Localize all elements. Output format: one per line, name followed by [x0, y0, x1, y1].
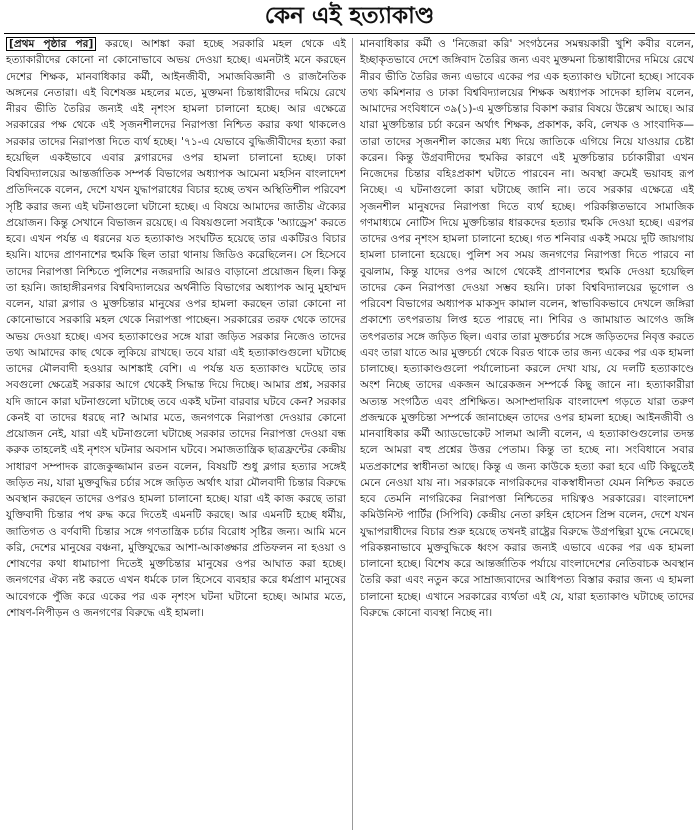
right-column-body: মানবাধিকার কর্মী ও 'নিজেরা করি' সংগঠনের সমন্বয়কারী খুশি কবীর বলেন, ইচ্ছাকৃতভাবে দেশে জঙ্গিবাদ তৈরির জন্য এবং মুক্তমনা চিন্তাধারীদের দমিয়ে রেখে নীরব ভীতি তৈরির জন্য এভাবে একের পর এক হত্যাকাণ্ড ঘটানো হচ্ছে। সাবেক তথ্য কমিশনার ও ঢাকা বিশ্ববিদ্যালয়ের শিক্ষক অধ্যাপক সাদেকা হালিম বলেন, আমাদের সংবিধানে ৩৯(১)-এ মুক্তচিন্তার বিকাশ করার বিষয়ে উল্লেখ আছে। আর যারা মুক্তচিন্তার চর্চা করেন অর্থাৎ শিক্ষক, প্রকাশক, কবি, লেখক ও সাংবাদিক— তারা তাদের সৃজনশীল কাজের মধ্য দিয়ে জাতিকে এগিয়ে নিয়ে যাওয়ার চেষ্টা করেন। কিন্তু উগ্রবাদীদের হুমকির কারণে এই মুক্তচিন্তার চর্চাকারীরা এখন নিজেদের চিন্তার বহিঃপ্রকাশ ঘটাতে পারবেন না। অবস্থা ক্রমেই ভয়াবহ রূপ নিচ্ছে। এ ঘটনাগুলো কারা ঘটাচ্ছে জানি না। তবে সরকার এক্ষেত্রে এই সৃজনশীল মানুষদের নিরাপত্তা দিতে ব্যর্থ হচ্ছে। পরিকল্পিতভাবে সামাজিক গণমাধ্যমে নোটিস দিয়ে মুক্তচিন্তার ধারকদের হত্যার হুমকি দেওয়া হচ্ছে। এরপর তাদের ওপর নৃশংস হামলা চালানো হচ্ছে। গত শনিবার একই সময়ে দুটি জায়গায় হামলা চালানো হয়েছে। পুলিশ সব সময় জনগণের নিরাপত্তা দিতে পারবে না বুঝলাম, কিন্তু যাদের ওপর আগে থেকেই প্রাণনাশের হুমকি দেওয়া হয়েছিল তাদের কেন নিরাপত্তা দেওয়া সম্ভব হয়নি। ঢাকা বিশ্ববিদ্যালয়ের ভূগোল ও পরিবেশ বিভাগের অধ্যাপক মাকসুদ কামাল বলেন, স্বাভাবিকভাবে দেখলে জঙ্গিরা প্রকাশ্যে তৎপরতায় লিপ্ত হতে পারছে না। শিবির ও জামায়াত আগেও জঙ্গি তৎপরতার সঙ্গে জড়িত ছিল। এবার তারা মুক্তচর্চার সঙ্গে জড়িতদের নিবৃত্ত করতে এবং তারা যাতে আর মুক্তচর্চা থেকে বিরত থাকে তার জন্য একের পর এক হামলা চালাচ্ছে। হত্যাকাণ্ডগুলো পর্যালোচনা করলে দেখা যায়, যে দলটি হত্যাকাণ্ডে অংশ নিচ্ছে তাদের একজন আরেকজন সম্পর্কে কিছু জানে না। হত্যাকারীরা অত্যন্ত সংগঠিত এবং প্রশিক্ষিত। অসাম্প্রদায়িক বাংলাদেশ গড়তে যারা তরুণ প্রজন্মকে মুক্তচিন্তা সম্পর্কে জানাচ্ছেন তাদের ওপর হামলা হচ্ছে। আইনজীবী ও মানবাধিকার কর্মী অ্যাডভোকেট সালমা আলী বলেন, এ হত্যাকাণ্ডগুলোর তদন্ত হলে আমরা বহু প্রশ্নের উত্তর পেতাম। কিন্তু তা হচ্ছে না। সংবিধানে সবার মতপ্রকাশের স্বাধীনতা আছে। কিন্তু এ জন্য কাউকে হত্যা করা হবে এটি কিছুতেই মেনে নেওয়া যায় না। সরকারকে নাগরিকদের বাকস্বাধীনতা যেমন নিশ্চিত করতে হবে তেমনি নাগরিকের নিরাপত্তা নিশ্চিতের দায়িত্বও সরকারের। বাংলাদেশ কমিউনিস্ট পার্টির (সিপিবি) কেন্দ্রীয় নেতা রুহিন হোসেন প্রিন্স বলেন, দেশে যখন যুদ্ধাপরাধীদের বিচার শুরু হয়েছে তখনই রাষ্ট্রের বিরুদ্ধে উগ্রপন্থিরা যুদ্ধে নেমেছে। পরিকল্পনাভাবে মুক্তবুদ্ধিকে ধ্বংস করার জন্যই এভাবে একের পর এক হামলা চালানো হচ্ছে। বিশেষ করে আন্তর্জাতিক পর্যায়ে বাংলাদেশের নেতিবাচক অবস্থান তৈরি করা এবং নতুন করে সাম্রাজ্যবাদের আধিপত্য বিস্তার করার জন্য এ হামলা চালানো হচ্ছে। এখানে সরকারের ব্যর্থতা এই যে, যারা হত্যাকাণ্ড ঘটাচ্ছে তাদের বিরুদ্ধে কোনো ব্যবস্থা নিচ্ছে না। [360, 38, 694, 619]
column-divider [352, 38, 353, 830]
headline-rule [4, 33, 695, 34]
left-column-text [6, 36, 346, 621]
right-column [360, 36, 694, 834]
headline: কেন এই হত্যাকাণ্ড [264, 2, 435, 29]
left-column [6, 36, 346, 834]
left-column-body: করছে। আশঙ্কা করা হচ্ছে সরকারি মহল থেকে এই হত্যাকারীদের কোনো না কোনোভাবে অভয় দেওয়া হচ্ছে। এমনটাই মনে করছেন দেশের শিক্ষক, মানবাধিকার কর্মী, আইনজীবী, সমাজবিজ্ঞানী ও রাজনৈতিক অঙ্গনের নেতারা। এই বিশেষজ্ঞ মহলের মতে, মুক্তমনা চিন্তাধারীদের দমিয়ে রেখে নীরব ভীতি তৈরির জন্যই এই নৃশংস হামলা চালানো হচ্ছে। আর এক্ষেত্রে সরকারের পক্ষ থেকে এই সৃজনশীলদের নিরাপত্তা নিশ্চিত করার কথা থাকলেও সরকার তাদের নিরাপত্তা দিতে ব্যর্থ হচ্ছে। '৭১-এ যেভাবে বুদ্ধিজীবীদের হত্যা করা হয়েছিল একইভাবে এবার ব্লগারদের ওপর হামলা চালানো হচ্ছে। ঢাকা বিশ্ববিদ্যালয়ের আন্তর্জাতিক সম্পর্ক বিভাগের অধ্যাপক আমেনা মহসিন বাংলাদেশ প্রতিদিনকে বলেন, দেশে যখন যুদ্ধাপরাধের বিচার হচ্ছে তখন অস্থিতিশীল পরিবেশ সৃষ্টি করার জন্য এই ঘটনাগুলো ঘটানো হচ্ছে। এ বিষয়ে আমাদের জাতীয় ঐক্যের প্রয়োজন। কিন্তু সেখানে বিভাজন রয়েছে। এ বিষয়গুলো সবাইকে 'অ্যাড্রেস' করতে হবে। এখন পর্যন্ত এ ধরনের যত হত্যাকাণ্ড সংঘটিত হয়েছে তার একটিরও বিচার হয়নি। যাদের প্রাণনাশের হুমকি ছিল তারা থানায় জিডিও করেছিলেন। সে হিসেবে তাদের নিরাপত্তা নিশ্চিতে পুলিশের নজরদারি আরও বাড়ানো প্রয়োজন ছিল। কিন্তু তা হয়নি। জাহাঙ্গীরনগর বিশ্ববিদ্যালয়ের অর্থনীতি বিভাগের অধ্যাপক আনু মুহাম্মদ বলেন, যারা ব্লগার ও মুক্তচিন্তার মানুষের ওপর হামলা করছেন তারা কোনো না কোনোভাবে সরকারি মহল থেকে নিরাপত্তা পাচ্ছেন। সরকারের তরফ থেকে তাদের অভয় দেওয়া হচ্ছে। এসব হত্যাকাণ্ডের সঙ্গে যারা জড়িত সরকার নিজেও তাদের তথ্য আমাদের কাছ থেকে লুকিয়ে রাখছে। তবে যারা এই হত্যাকাণ্ডগুলো ঘটাচ্ছে তাদের মৌলবাদী হওয়ার আশঙ্কাই বেশি। এ পর্যন্ত যত হত্যাকাণ্ড ঘটেছে তার সবগুলো ক্ষেত্রেই সরকার আগে থেকেই সিদ্ধান্ত দিয়ে দিচ্ছে। আমার প্রশ্ন, সরকার যদি জানে কারা ঘটনাগুলো ঘটাচ্ছে তবে একই ঘটনা বারবার ঘটবে কেন? সরকার কেনই বা তাদের ধরছে না? আমার মতে, জনগণকে নিরাপত্তা দেওয়ার কোনো প্রয়োজন নেই, যারা এই ঘটনাগুলো ঘটাচ্ছে সরকার তাদের নিরাপত্তা দেওয়া বন্ধ করুক তাহলেই এই নৃশংস ঘটনার অবসান ঘটবে। সমাজতান্ত্রিক ছাত্রফ্রন্টের কেন্দ্রীয় সাধারণ সম্পাদক রাজেকুজ্জামান রতন বলেন, বিষয়টি শুধু ব্লগার হত্যার সঙ্গেই জড়িত নয়, যারা মুক্তবুদ্ধির চর্চার সঙ্গে জড়িত অর্থাৎ যারা মৌলবাদী চিন্তার বিরুদ্ধে অবস্থান করছেন তাদের ওপরও হামলা চালানো হচ্ছে। যারা এই কাজ করছে তারা যুক্তিবাদী চিন্তার পথ রুদ্ধ করে দিতেই এমনটি করছে। আর এমনটি হচ্ছে ধর্মীয়, জাতিগত ও বর্ণবাদী চিন্তার সঙ্গে গণতান্ত্রিক চর্চার বিরোধ সৃষ্টির জন্য। আমি মনে করি, দেশের মানুষের বঞ্চনা, মুক্তিযুদ্ধের আশা-আকাঙ্ক্ষার প্রতিফলন না হওয়া ও শোষণের কথা ধামাচাপা দিতেই মুক্তচিন্তার মানুষের ওপর আঘাত করা হচ্ছে। জনগণের ঐক্য নষ্ট করতে এখন ধর্মকে ঢাল হিসেবে ব্যবহার করে ধর্মপ্রাণ মানুষের আবেগকে পুঁজি করে একের পর এক নৃশংস ঘটনা ঘটানো হচ্ছে। আমার মতে, শোষণ-নিপীড়ন ও জনগণের বিরুদ্ধে এই হামলা। [6, 38, 346, 619]
continued-from-label: [প্রথম পৃষ্ঠার পর] [6, 37, 96, 51]
